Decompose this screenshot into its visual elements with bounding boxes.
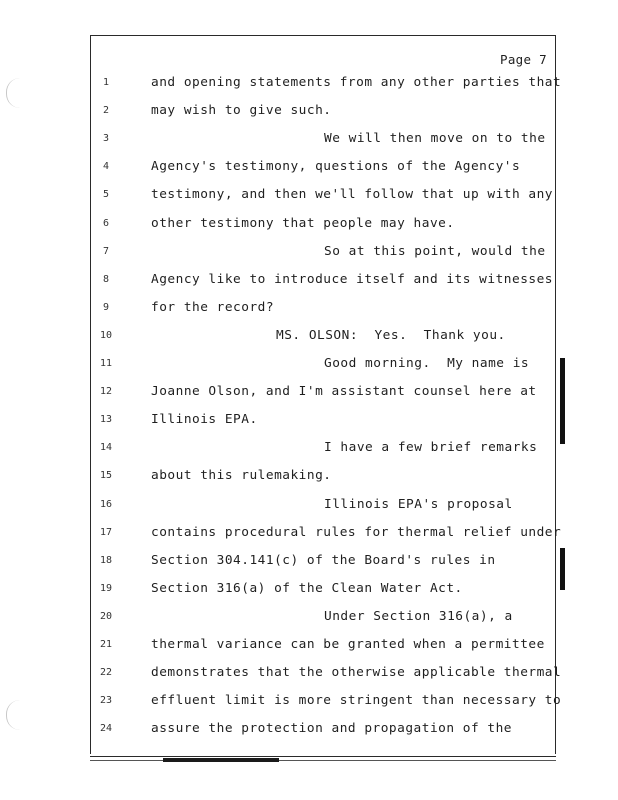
transcript-line [91,609,557,629]
line-text: about this rulemaking. [151,468,332,484]
transcript-line [91,553,557,573]
footer-bar [163,758,279,762]
transcript-line [91,244,557,264]
transcript-line [91,412,557,432]
line-text: for the record? [151,299,275,315]
line-number: 1 [102,77,110,88]
line-text: Illinois EPA's proposal [324,496,513,512]
line-number: 13 [99,414,113,426]
line-number: 14 [99,442,113,454]
line-number: 4 [102,161,110,173]
line-text: testimony, and then we'll follow that up with any [151,187,554,203]
transcript-line [91,581,557,601]
line-number: 7 [102,245,110,257]
line-text: Under Section 316(a), a [324,608,513,624]
transcript-line [91,131,557,151]
line-text: contains procedural rules for thermal relief under [151,524,562,540]
line-number: 6 [102,217,110,229]
line-number: 11 [99,358,113,369]
line-text: demonstrates that the otherwise applicable thermal [151,665,562,681]
line-number: 22 [99,667,113,679]
line-text: I have a few brief remarks [324,440,538,456]
line-text: So at this point, would the [324,243,546,259]
line-number: 3 [102,133,110,145]
line-number: 21 [99,639,113,650]
transcript-line [91,187,557,207]
line-number: 10 [99,329,113,341]
bottom-rule [90,756,556,757]
transcript-line [91,637,557,657]
transcript-line [91,75,562,95]
transcript-line [91,721,557,741]
transcript-line [91,272,557,292]
transcript-line [91,524,562,545]
line-text: Section 316(a) of the Clean Water Act. [151,580,463,596]
scan-mark-bottom [6,700,21,730]
transcript-line [91,356,557,376]
transcript-line [91,468,557,488]
line-number: 19 [99,582,113,594]
transcript-line [91,440,557,460]
line-text: Agency like to introduce itself and its witnesses [151,271,554,287]
line-text: effluent limit is more stringent than necessary to [151,693,562,709]
line-text: Joanne Olson, and I'm assistant counsel here at [151,384,537,400]
line-number: 8 [102,273,110,285]
line-number: 17 [99,526,113,538]
line-number: 20 [99,610,113,622]
line-number: 16 [99,498,113,510]
line-text: assure the protection and propagation of the [151,721,512,737]
transcript-line [91,216,557,236]
transcript-line [91,159,557,179]
line-number: 2 [102,105,110,117]
transcript-page [90,35,562,754]
line-text: thermal variance can be granted when a permittee [151,637,545,652]
change-bar-2 [560,548,565,590]
transcript-line [91,103,557,123]
line-text: Section 304.141(c) of the Board's rules in [151,552,496,568]
line-text: and opening statements from any other parties that [151,75,562,90]
line-text: Good morning. My name is [324,356,530,371]
line-text: MS. OLSON: Yes. Thank you. [276,327,506,343]
change-bar-1 [560,358,565,444]
line-text: may wish to give such. [151,103,332,119]
line-text: We will then move on to the [324,131,546,147]
page-number: Page 7 [500,52,547,67]
transcript-line [91,300,557,320]
line-number: 9 [102,301,110,313]
line-number: 23 [99,695,113,707]
line-text: other testimony that people may have. [151,215,455,231]
transcript-line [91,665,562,685]
line-number: 24 [99,723,113,735]
line-number: 15 [99,470,113,482]
line-number: 12 [99,386,113,398]
transcript-line [91,384,557,404]
transcript-line [91,693,562,713]
scan-mark-top [6,78,21,108]
transcript-line [91,328,557,348]
line-text: Illinois EPA. [151,412,258,428]
line-number: 18 [99,554,113,566]
line-number: 5 [102,189,110,201]
transcript-line [91,497,557,517]
line-text: Agency's testimony, questions of the Agency's [151,159,521,175]
bottom-rule-secondary [90,760,556,761]
